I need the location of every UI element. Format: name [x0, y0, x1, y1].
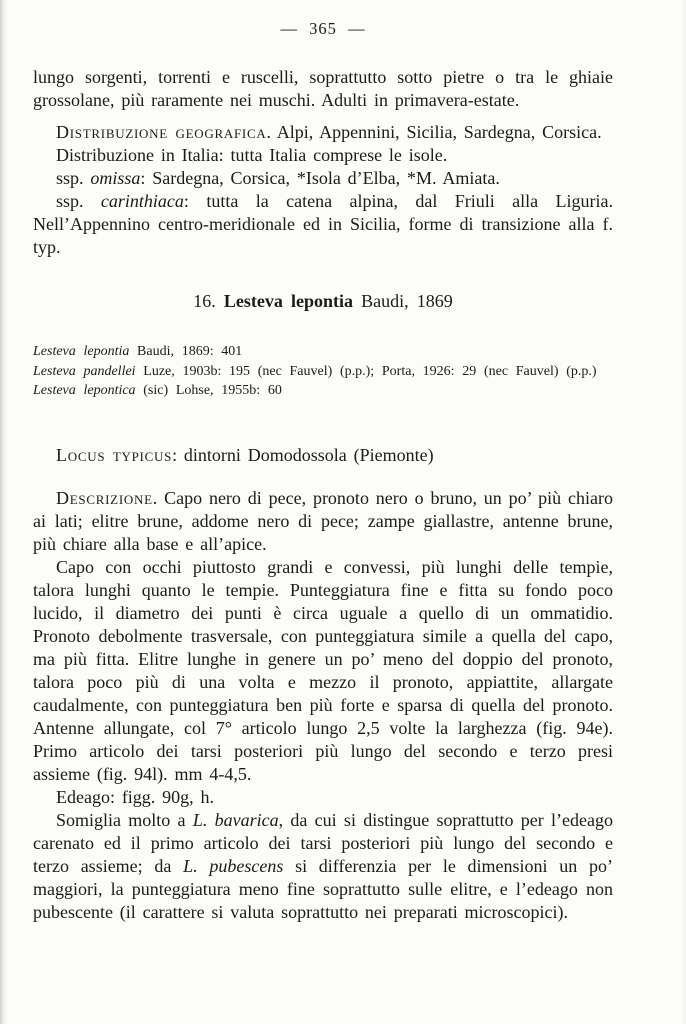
ssp-prefix: ssp.	[56, 168, 91, 188]
paragraph-description-colors	[33, 487, 613, 556]
synonym-name: Lesteva lepontia	[33, 344, 130, 359]
paragraph-edeago: Edeago: figg. 90g, h.	[56, 786, 214, 807]
synonymy-entry	[33, 342, 613, 362]
paragraph-ssp-carinthiaca	[33, 190, 613, 259]
paragraph-ssp-omissa	[33, 167, 613, 190]
synonymy-entry	[33, 362, 613, 382]
ssp-omissa-range: : Sardegna, Corsica, *Isola d’Elba, *M. Amiata.	[140, 168, 500, 188]
scan-edge-shadow-left	[0, 0, 7, 1024]
species-name-pubescens: L. pubescens	[183, 855, 284, 876]
scan-edge-shadow-right	[682, 0, 686, 1024]
synonymy-entry	[33, 381, 613, 401]
distribuzione-geografica-text: . Alpi, Appennini, Sicilia, Sardegna, Corsica.	[266, 122, 602, 142]
synonym-reference: Luze, 1903b: 195 (nec Fauvel) (p.p.); Porta, 1926: 29 (nec Fauvel) (p.p.)	[135, 363, 597, 379]
species-number: 16.	[193, 291, 224, 311]
species-name-bavarica: L. bavarica	[192, 809, 279, 830]
locus-typicus-text: : dintorni Domodossola (Piemonte)	[172, 444, 434, 465]
comparison-text: , da cui si distingue soprattutto per l’edeago carenato ed il primo articolo dei tarsi posteriori più lungo del secondo e terzo assieme; da	[33, 809, 613, 876]
paragraph-description-morphology: Capo con occhi piuttosto grandi e convessi, più lunghi delle tempie, talora lunghi quanto le tempie. Punteggiatura fine e fitta su fondo poco lucido, il diametro dei punti è circa uguale a quello di un ommatidio. Pronoto debolmente trasversale, con punteggiatura simile a quella del capo, ma più fitta. Elitre lunghe in genere un po’ meno del doppio del pronoto, talora poco più di una volta e mezzo il pronoto, appiattite, allargate caudalmente, con punteggiatura ben più forte e sparsa di quella del pronoto. Antenne allungate, col 7° articolo lungo 2,5 volte la larghezza (fig. 94e). Primo articolo dei tarsi posteriori più lungo del secondo e terzo presi assieme (fig. 94l). mm 4-4,5.	[33, 556, 613, 784]
synonym-name: Lesteva pandellei	[33, 363, 136, 379]
species-heading	[33, 290, 613, 313]
ssp-prefix: ssp.	[56, 191, 101, 211]
label-descrizione: Descrizione	[56, 487, 153, 508]
paragraph-distribuzione-italia: Distribuzione in Italia: tutta Italia comprese le isole.	[56, 145, 448, 165]
synonym-reference: Baudi, 1869: 401	[129, 344, 243, 359]
synonym-name: Lesteva lepontica	[33, 383, 136, 398]
page-content	[33, 0, 613, 924]
label-distribuzione-geografica: Distribuzione geografica	[56, 122, 267, 142]
subspecies-name-omissa: omissa	[90, 168, 141, 188]
comparison-text: si differenzia per le dimensioni un po’ maggiori, la punteggiatura meno fine soprattutto sulle elitre, e l’edeago non pubescente (il carattere si valuta soprattutto nei preparati microscopici).	[33, 855, 613, 922]
species-name: Lesteva lepontia	[223, 291, 353, 311]
description-colors-text: . Capo nero di pece, pronoto nero o bruno, un po’ più chiaro ai lati; elitre brune, addome nero di pece; zampe giallastre, antenne brune, più chiare alla base e all’apice.	[33, 487, 613, 554]
paragraph-comparison	[33, 809, 613, 924]
paragraph-habitat: lungo sorgenti, torrenti e ruscelli, soprattutto sotto pietre o tra le ghiaie grossolane, più raramente nei muschi. Adulti in primavera-estate.	[33, 67, 613, 110]
synonymy-list	[33, 342, 613, 401]
synonym-reference: (sic) Lohse, 1955b: 60	[135, 383, 282, 398]
ssp-carinthiaca-range: : tutta la catena alpina, dal Friuli alla Liguria. Nell’Appennino centro-meridionale ed in Sicilia, forme di transizione alla f. typ.	[33, 191, 613, 257]
paragraph-distribuzione-geografica	[33, 121, 613, 144]
paragraph-locus-typicus	[33, 444, 613, 467]
page-number: — 365 —	[280, 19, 366, 38]
species-author: Baudi, 1869	[353, 291, 453, 311]
subspecies-name-carinthiaca: carinthiaca	[100, 191, 184, 211]
comparison-text: Somiglia molto a	[56, 809, 193, 830]
label-locus-typicus: Locus typicus	[56, 444, 173, 465]
